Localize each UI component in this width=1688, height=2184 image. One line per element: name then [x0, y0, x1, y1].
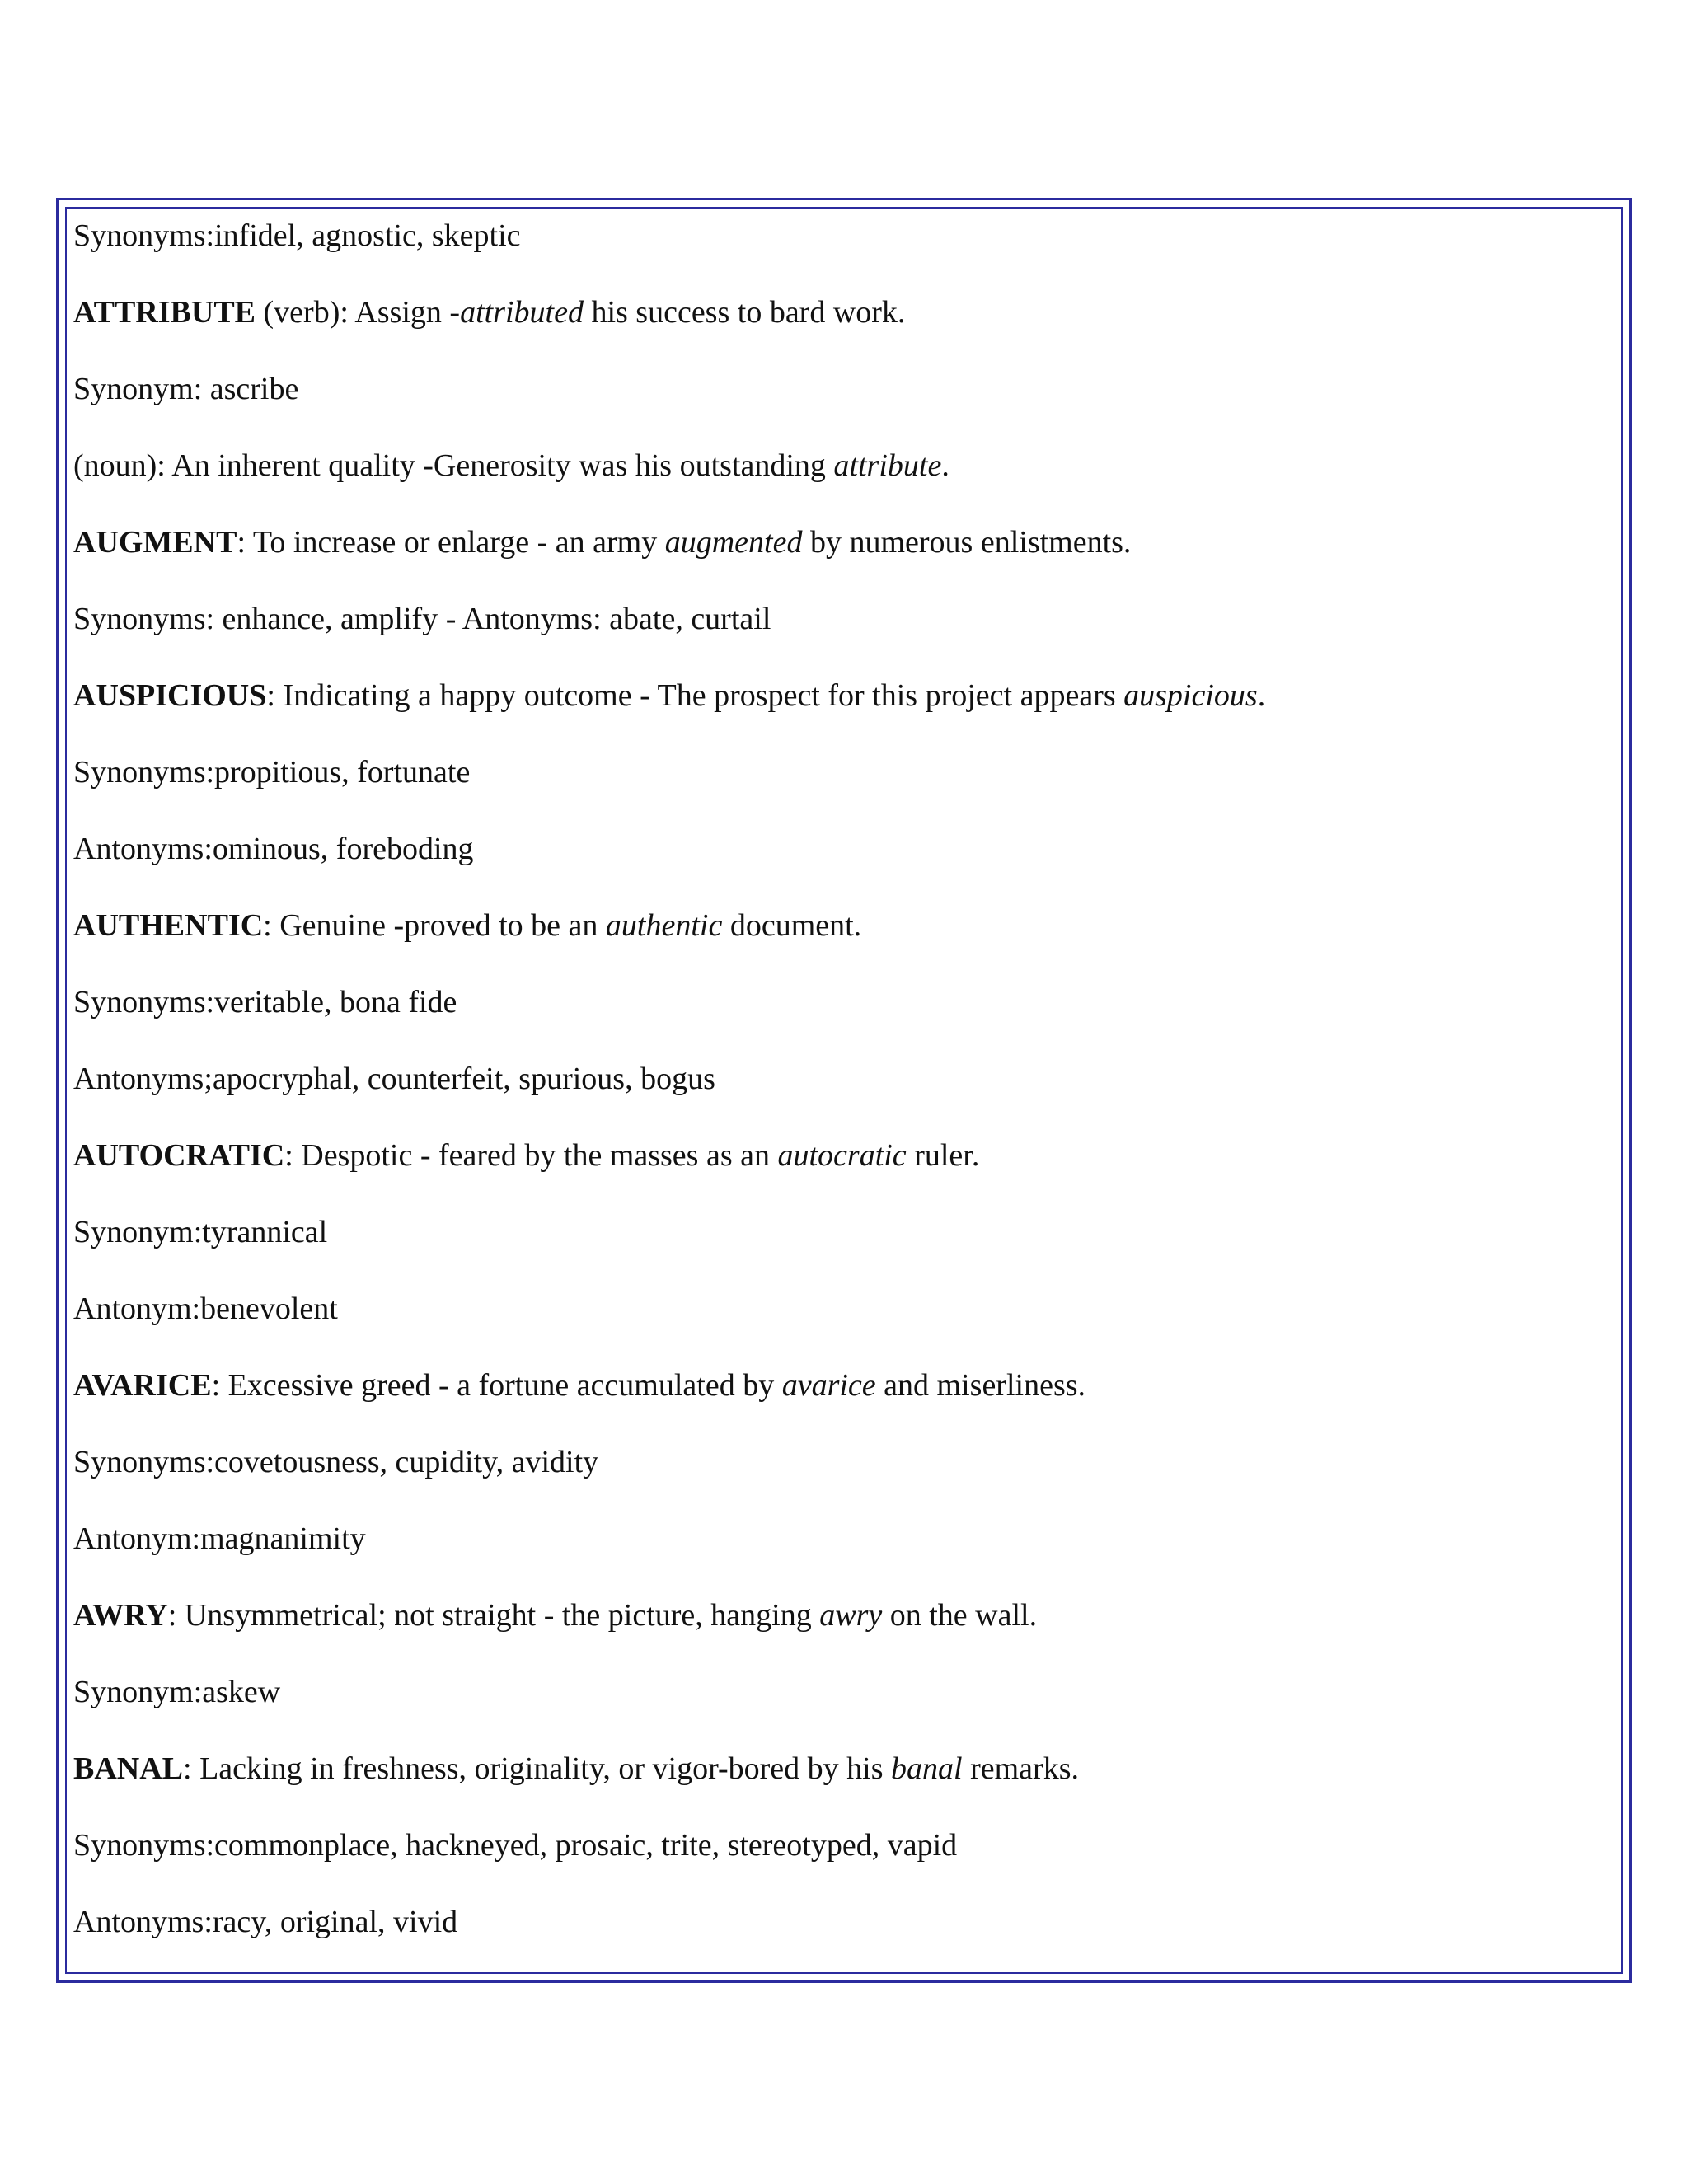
- entry-line: [73, 294, 905, 330]
- entry-text: : Excessive greed - a fortune accumulated by: [211, 1368, 782, 1403]
- entry-line: [73, 1674, 280, 1710]
- headword: AUSPICIOUS: [73, 678, 267, 713]
- headword: BANAL: [73, 1751, 184, 1786]
- entry-text: Synonyms:commonplace, hackneyed, prosaic, trite, stereotyped, vapid: [73, 1828, 958, 1863]
- entry-text: ruler.: [906, 1138, 980, 1173]
- entry-line: [73, 1367, 1085, 1404]
- entry-text: Antonym:magnanimity: [73, 1521, 366, 1556]
- entry-text: .: [1257, 678, 1266, 713]
- entry-line: [73, 1904, 457, 1940]
- entry-line: [73, 1061, 715, 1097]
- entry-text: remarks.: [962, 1751, 1079, 1786]
- entry-line: [73, 677, 1265, 714]
- entry-line: [73, 218, 521, 254]
- entry-text: Antonym:benevolent: [73, 1291, 338, 1326]
- entry-line: [73, 448, 950, 484]
- entry-text: his success to bard work.: [583, 295, 906, 330]
- entry-text: Antonyms:ominous, foreboding: [73, 832, 474, 866]
- entry-line: [73, 907, 861, 944]
- entry-line: [73, 831, 474, 867]
- entry-line: [73, 601, 771, 637]
- headword: AWRY: [73, 1598, 168, 1633]
- entry-text: : To increase or enlarge - an army: [237, 525, 665, 560]
- entry-text: : Lacking in freshness, originality, or vigor-bored by his: [183, 1751, 892, 1786]
- entry-line: [73, 1137, 979, 1174]
- entry-text: by numerous enlistments.: [802, 525, 1132, 560]
- headword: AUGMENT: [73, 525, 237, 560]
- vocabulary-entries: [65, 207, 1623, 1974]
- entry-text: (noun): An inherent quality -Generosity was his outstanding: [73, 448, 834, 483]
- entry-text: Synonyms: enhance, amplify - Antonyms: abate, curtail: [73, 602, 771, 636]
- entry-text: document.: [722, 908, 862, 943]
- entry-text: Synonym:tyrannical: [73, 1215, 328, 1249]
- headword: AUTOCRATIC: [73, 1138, 285, 1173]
- entry-line: [73, 984, 457, 1020]
- example-word: awry: [819, 1598, 883, 1633]
- example-word: attribute: [833, 448, 942, 483]
- entry-text: Synonyms:veritable, bona fide: [73, 985, 457, 1019]
- vocabulary-frame: [56, 198, 1632, 1983]
- entry-line: [73, 1291, 338, 1327]
- headword: ATTRIBUTE: [73, 295, 256, 330]
- entry-text: : Genuine -proved to be an: [263, 908, 606, 943]
- example-word: authentic: [605, 908, 723, 943]
- example-word: auspicious: [1123, 678, 1258, 713]
- entry-line: [73, 524, 1131, 560]
- entry-line: [73, 754, 470, 790]
- entry-text: : Indicating a happy outcome - The prospect for this project appears: [266, 678, 1124, 713]
- entry-text: : Unsymmetrical; not straight - the picture, hanging: [167, 1598, 820, 1633]
- entry-text: Synonyms:propitious, fortunate: [73, 755, 471, 790]
- example-word: avarice: [781, 1368, 876, 1403]
- entry-line: [73, 1597, 1037, 1633]
- headword: AUTHENTIC: [73, 908, 264, 943]
- entry-text: (verb): Assign -: [256, 295, 461, 330]
- entry-line: [73, 1827, 957, 1863]
- entry-text: Antonyms;apocryphal, counterfeit, spurious, bogus: [73, 1062, 715, 1096]
- entry-text: Synonyms:infidel, agnostic, skeptic: [73, 218, 521, 253]
- entry-line: [73, 1521, 366, 1557]
- entry-text: Synonym: ascribe: [73, 372, 299, 406]
- entry-text: on the wall.: [882, 1598, 1038, 1633]
- example-word: attributed: [460, 295, 584, 330]
- entry-text: .: [941, 448, 950, 483]
- entry-line: [73, 371, 298, 407]
- example-word: augmented: [664, 525, 803, 560]
- entry-line: [73, 1214, 327, 1250]
- example-word: autocratic: [777, 1138, 907, 1173]
- entry-text: and miserliness.: [875, 1368, 1086, 1403]
- entry-text: : Despotic - feared by the masses as an: [284, 1138, 778, 1173]
- entry-line: [73, 1750, 1079, 1787]
- headword: AVARICE: [73, 1368, 212, 1403]
- entry-text: Synonym:askew: [73, 1675, 281, 1709]
- example-word: banal: [891, 1751, 963, 1786]
- entry-line: [73, 1444, 598, 1480]
- entry-text: Synonyms:covetousness, cupidity, avidity: [73, 1445, 599, 1479]
- entry-text: Antonyms:racy, original, vivid: [73, 1905, 458, 1939]
